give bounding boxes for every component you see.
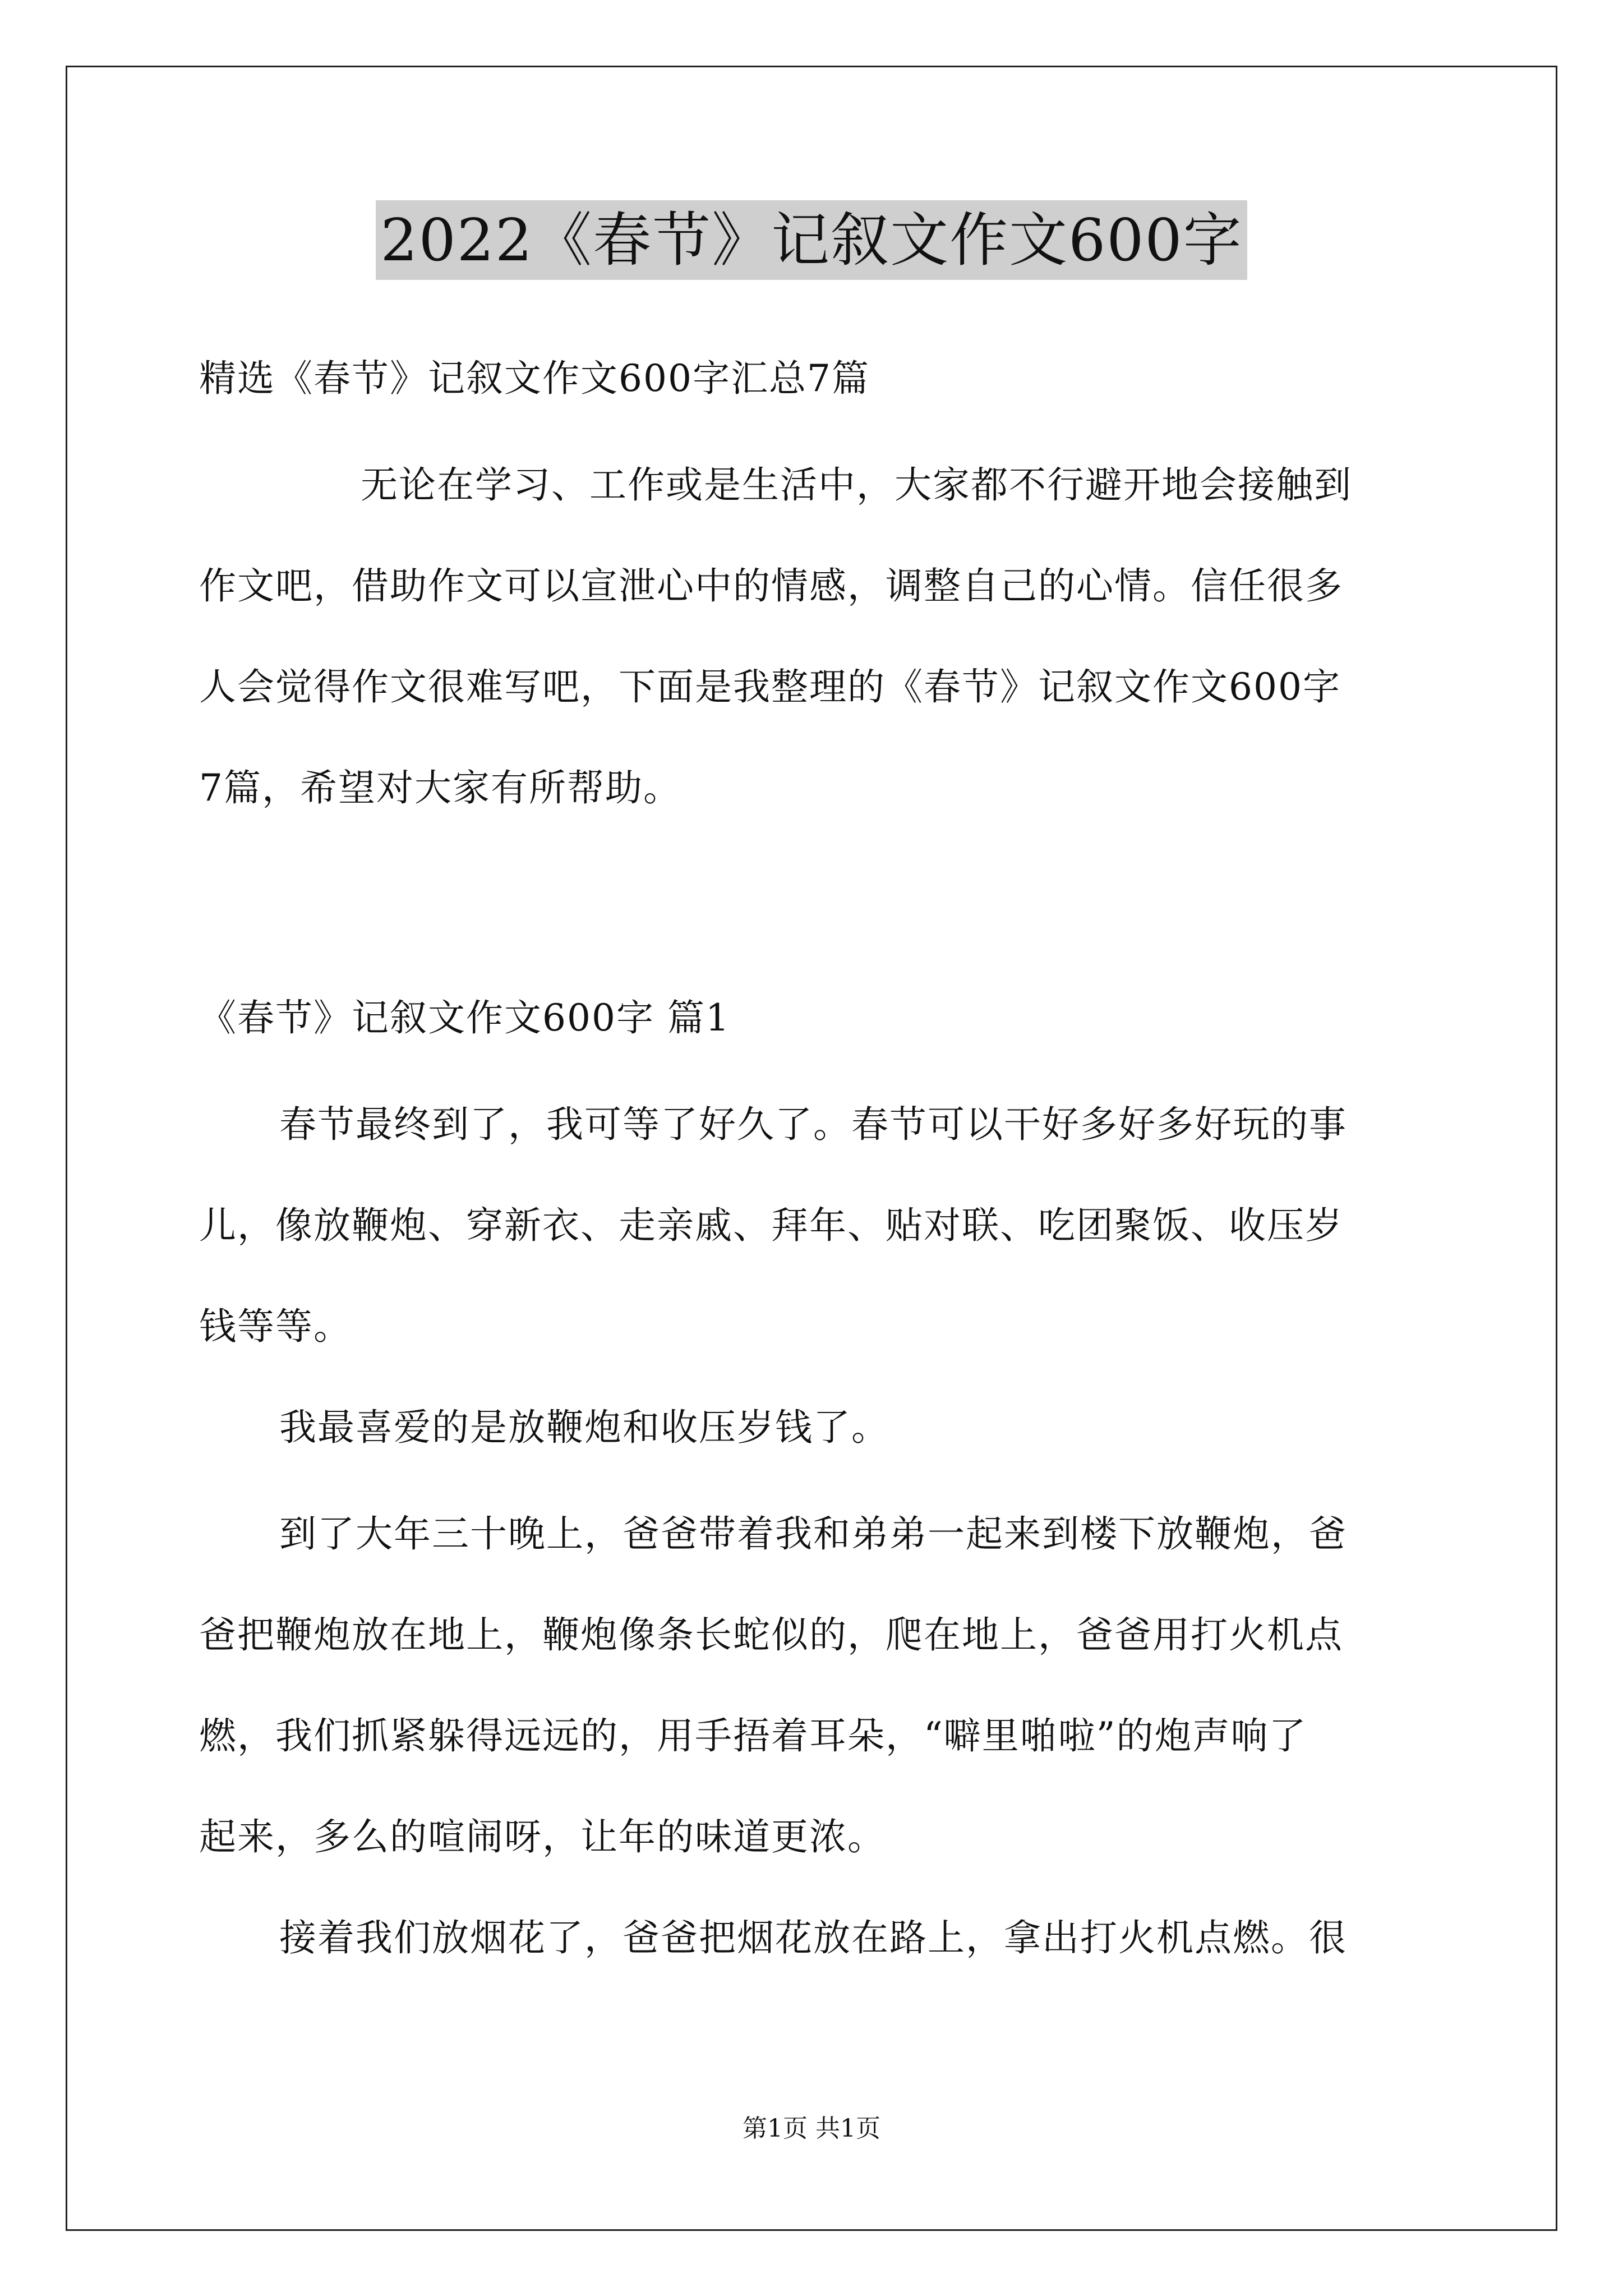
body-line: 燃，我们抓紧躲得远远的，用手捂着耳朵，“噼里啪啦”的炮声响了: [199, 1714, 1307, 1757]
document-title: 2022《春节》记叙文作文600字: [376, 200, 1247, 280]
body-line: 春节最终到了，我可等了好久了。春节可以干好多好多好玩的事: [279, 1103, 1347, 1146]
body-line: 起来，多么的喧闹呀，让年的味道更浓。: [199, 1815, 886, 1858]
page-footer: 第1页 共1页: [743, 2114, 880, 2143]
body-line: 儿，像放鞭炮、穿新衣、走亲戚、拜年、贴对联、吃团聚饭、收压岁: [199, 1204, 1343, 1247]
body-line: 接着我们放烟花了，爸爸把烟花放在路上，拿出打火机点燃。很: [279, 1916, 1347, 1959]
document-subtitle: 精选《春节》记叙文作文600字汇总7篇: [199, 357, 870, 400]
body-line: 到了大年三十晚上，爸爸带着我和弟弟一起来到楼下放鞭炮，爸: [279, 1512, 1347, 1556]
body-line: 爸把鞭炮放在地上，鞭炮像条长蛇似的，爬在地上，爸爸用打火机点: [199, 1613, 1343, 1657]
intro-line: 无论在学习、工作或是生活中，大家都不行避开地会接触到: [361, 463, 1352, 507]
body-line: 我最喜爱的是放鞭炮和收压岁钱了。: [279, 1406, 889, 1449]
intro-line: 人会觉得作文很难写吧，下面是我整理的《春节》记叙文作文600字: [199, 665, 1341, 708]
section-heading: 《春节》记叙文作文600字 篇1: [199, 996, 730, 1039]
body-line: 钱等等。: [199, 1305, 352, 1348]
intro-line: 作文吧，借助作文可以宣泄心中的情感，调整自己的心情。信任很多: [199, 564, 1343, 608]
intro-line: 7篇，希望对大家有所帮助。: [199, 766, 681, 809]
title-container: [0, 200, 1623, 280]
